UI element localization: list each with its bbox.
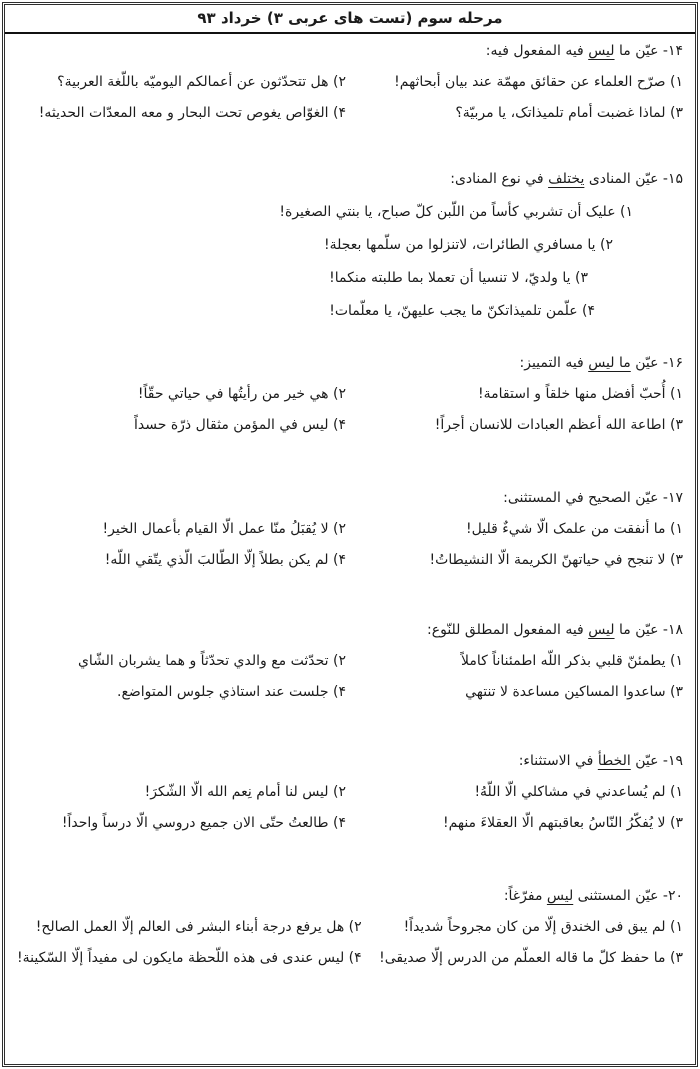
question-19-option-1: ۱) لم يُساعدني في مشاكلي الّا اللّهُ!	[474, 784, 683, 800]
question-18-option-1: ۱) يطمئنّ قلبي بذكر اللّه اطمئناناً كاملاً	[461, 653, 683, 669]
question-14-header-text: ۱۴- عيّن ما	[614, 43, 683, 59]
exam-title: مرحله سوم (تست های عربی ۳) خرداد ۹۳	[5, 5, 695, 34]
question-17-option-4: ۴) لم يكن بطلاً إلّا الطّالبَ الّذي يتّقي اللّه!	[104, 552, 346, 568]
question-15-header-text: ۱۵- عيّن المنادى	[584, 171, 683, 187]
question-20-options	[17, 912, 683, 974]
question-15-header-rest: في نوع المنادى:	[450, 171, 549, 187]
question-20-header	[17, 881, 683, 912]
question-16-option-1: ۱) أُحبّ أفضل منها خلقاً و استقامة!	[478, 386, 683, 402]
question-17-option-1: ۱) ما أنفقت من علمک الّا شيءٌ قليل!	[466, 521, 683, 537]
question-16-header-underlined: ما ليس	[588, 355, 631, 371]
question-15-option-4: ۴) علّمن تلميذاتكنّ ما يجب عليهنّ، يا معلّمات!	[329, 303, 595, 319]
question-19-header-rest: في الاستثناء:	[518, 753, 598, 769]
question-15-option-2: ۲) يا مسافري الطائرات، لاتنزلوا من سلّمها بعجلة!	[323, 237, 613, 253]
question-16-options	[17, 379, 683, 441]
question-14-header-rest: فيه المفعول فيه:	[485, 43, 589, 59]
question-14-option-4: ۴) الغوّاص يغوص تحت البحار و معه المعدّات الحديثه!	[38, 105, 346, 121]
question-18-options	[17, 646, 683, 708]
question-18-header	[17, 615, 683, 646]
question-20-option-3: ۳) ما حفظ كلّ ما قاله العملّم من الدرس إلّا صديقى!	[379, 950, 683, 966]
question-18-option-4: ۴) جلست عند استاذي جلوس المتواضع.	[117, 684, 346, 700]
question-19-options	[17, 777, 683, 839]
question-14	[17, 36, 683, 129]
question-17-header-text: ۱۷- عيّن الصحيح في المستثنى:	[503, 490, 683, 506]
question-16-header-rest: فيه التمييز:	[519, 355, 589, 371]
question-16	[17, 348, 683, 441]
question-18-option-2: ۲) تحدّثت مع والدي تحدّثاً و هما يشربان الشّاي	[77, 653, 346, 669]
question-15-option-1: ۱) عليک أن تشربي كأساً من اللّبن كلّ صباح، يا بنتي الصغيرة!	[279, 204, 633, 220]
question-18-option-3: ۳) ساعدوا المساكين مساعدة لا تنتهي	[465, 684, 683, 700]
question-20-option-2: ۲) هل يرفع درجة أبناء البشر فى العالم إلّا العمل الصالح!	[35, 919, 362, 935]
question-19-option-4: ۴) طالعتُ حتّى الان جميع دروسي الّا درساً واحداً!	[61, 815, 346, 831]
question-14-option-2: ۲) هل تتحدّثون عن أعمالكم اليوميّه باللّغة العربية؟	[57, 74, 346, 90]
question-15-header	[17, 163, 683, 196]
question-20-option-1: ۱) لم يبق فى الخندق إلّا من كان مجروحاً شديداً!	[403, 919, 683, 935]
question-19-header-text: ۱۹- عيّن	[630, 753, 683, 769]
question-17-options	[17, 514, 683, 576]
question-20-header-underlined: ليس	[546, 888, 574, 904]
question-19	[17, 746, 683, 839]
question-18-header-underlined: ليس	[588, 622, 615, 638]
question-16-option-4: ۴) ليس في المؤمن مثقال ذرّة حسداً	[134, 417, 346, 433]
questions-container	[5, 34, 695, 1064]
question-19-option-2: ۲) ليس لنا أمام نِعم الله الّا الشّكرَ!	[144, 784, 346, 800]
question-20	[17, 881, 683, 974]
question-16-header	[17, 348, 683, 379]
question-18-header-text: ۱۸- عيّن ما	[614, 622, 683, 638]
question-16-header-text: ۱۶- عيّن	[630, 355, 683, 371]
question-14-option-1: ۱) صرّح العلماء عن حقائق مهمّة عند بيان أبحاثهم!	[394, 74, 683, 90]
question-17-option-3: ۳) لا تنجح في حياتهنّ الكريمة الّا النشيطاتُ!	[429, 552, 683, 568]
question-19-option-3: ۳) لا يُفكّرُ النّاسُ بعاقبتهم الّا العقلاءَ منهم!	[442, 815, 683, 831]
question-17-option-2: ۲) لا يُقبَلُ منّا عمل الّا القيام بأعمال الخير!	[102, 521, 346, 537]
question-17-header	[17, 483, 683, 514]
question-15	[17, 163, 683, 328]
question-16-option-3: ۳) اطاعة الله أعظم العبادات للانسان أجراً!	[434, 417, 683, 433]
question-15-option-3: ۳) يا ولديّ، لا تنسيا أن تعملا بما طلبته منكما!	[329, 270, 588, 286]
question-14-option-3: ۳) لماذا غضبت أمام تلميذاتک، يا مربيّة؟	[455, 105, 683, 121]
question-14-header-underlined: ليس	[588, 43, 615, 59]
inner-frame	[4, 4, 696, 1065]
question-14-options	[17, 67, 683, 129]
question-15-options	[17, 196, 683, 328]
question-15-header-underlined: يختلف	[548, 171, 585, 187]
question-18	[17, 615, 683, 708]
question-20-header-rest: مفرّغاً:	[503, 888, 547, 904]
question-17	[17, 483, 683, 576]
question-20-header-text: ۲۰- عيّن المستثنى	[573, 888, 683, 904]
question-19-header-underlined: الخطأ	[597, 753, 631, 769]
question-16-option-2: ۲) هي خير من رأيتُها في حياتي حقّاً!	[137, 386, 346, 402]
question-18-header-rest: فيه المفعول المطلق للنّوع:	[427, 622, 589, 638]
question-20-option-4: ۴) ليس عندى فى هذه اللّحظة مايكون لى مفيداً إلّا السّكينة!	[17, 950, 362, 966]
question-14-header	[17, 36, 683, 67]
question-19-header	[17, 746, 683, 777]
